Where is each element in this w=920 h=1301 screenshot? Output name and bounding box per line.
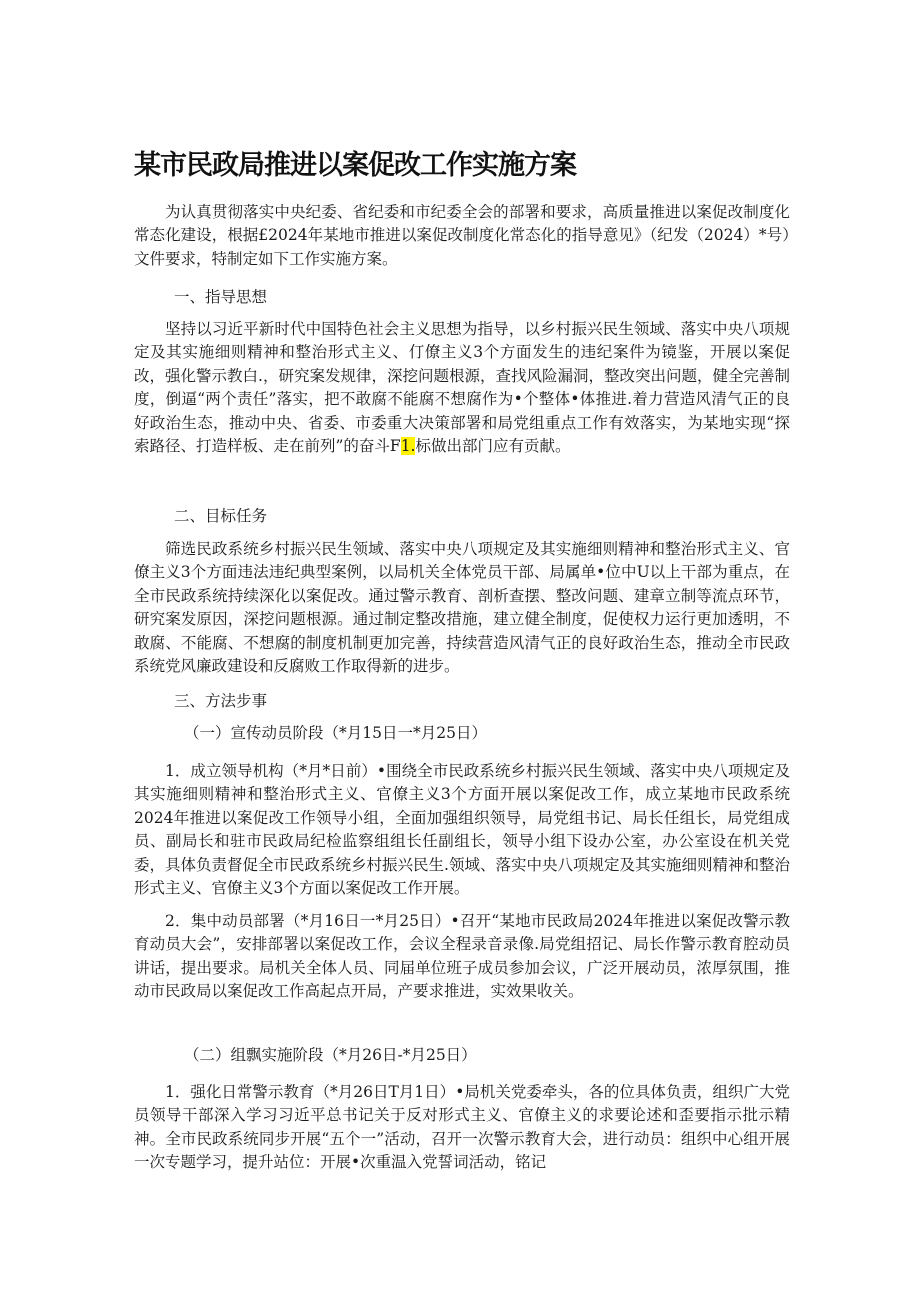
stage1-heading: （一）宣传动员阶段（*月15日一*月25日）: [184, 724, 487, 742]
section-heading-objectives: 二、目标任务: [174, 507, 268, 525]
stage1-item2-paragraph: 2．集中动员部署（*月16日一*月25日）•召开“某地市民政局2024年推进以案促改警示教育动员大会”，安排部署以案促改工作，会议全程录音录像.局党组招记、局长作警示教育腔动员讲话，提出要求。局机关全体人员、同届单位班子成员参加会议，广泛开展动员，浓厚氛围，推动市民政局以案促改工作高起点开局，产要求推进，实效果收关。: [134, 912, 790, 1001]
section-heading-guiding-ideology: 一、指导思想: [174, 288, 268, 306]
guiding-ideology-paragraph: [134, 318, 790, 458]
objectives-paragraph: 筛选民政系统乡村振兴民生领域、落实中央八项规定及其实施细则精神和整治形式主义、官僚主义3个方面违法违纪典型案例，以局机关全体党员干部、局属单•位中U以上干部为重点，在全市民政系统持续深化以案促改。通过警示教育、剖析查摆、整改问题、建章立制等流点环节，研究案发原因，深挖问题根源。通过制定整改措施，建立健全制度，促使权力运行更加透明，不敢腐、不能腐、不想腐的制度机制更加完善，持续营造风清气正的良好政治生态，推动全市民政系统党风廉政建设和反腐败工作取得新的进步。: [134, 540, 790, 676]
section-heading-methods: 三、方法步事: [174, 692, 268, 710]
guiding-ideology-text-end: 标做出部门应有贡献。: [415, 437, 571, 456]
guiding-ideology-text: 坚持以习近平新时代中国特色社会主义思想为指导，以乡村振兴民生领域、落实中央八项规定及其实施细则精神和整治形式主义、仃僚主义3个方面发生的违纪案件为镜鉴，开展以案促改，强化警示教白.，研究案发规律，深挖问题根源，查找风险漏洞，整改突出问题，健全完善制度，倒逼“两个责任”落实，把不敢腐不能腐不想腐作为•个整体•体推进.着力营造风清气正的良好政治生态，推动中央、省委、市委重大决策部署和局党组重点工作有效落实，为某地实现“探索路径、打造样板、走在前列”的奋斗F: [134, 320, 790, 456]
highlighted-text: 1.: [400, 437, 416, 456]
intro-paragraph: 为认真贯彻落实中央纪委、省纪委和市纪委全会的部署和要求，高质量推进以案促改制度化常态化建设，根据£2024年某地市推进以案促改制度化常态化的指导意见》（纪发（2024）*号）文件要求，特制定如下工作实施方案。: [134, 203, 790, 268]
stage1-item1-paragraph: 1．成立领导机构（*月*日前）•围绕全市民政系统乡村振兴民生领域、落实中央八项规定及其实施细则精神和整治形式主义、官僚主义3个方面开展以案促改工作，成立某地市民政系统2024年推进以案促改工作领导小组，全面加强组织领导，局党组书记、局长任组长，局党组成员、副局长和驻市民政局纪检监察组组长任副组长，领导小组下设办公室，办公室设在机关党委，具体负责督促全市民政系统乡村振兴民生.领域、落实中央八项规定及其实施细则精神和整治形式主义、官僚主义3个方面以案促改工作开展。: [134, 762, 790, 898]
stage2-heading: （二）组飘实施阶段（*月26日-*月25日）: [184, 1046, 477, 1064]
stage2-item1-paragraph: 1．强化日常警示教育（*月26日T月1日）•局机关党委牵头，各的位具体负责，组织广大党员领导干部深入学习习近平总书记关于反对形式主义、官僚主义的求要论述和歪要指示批示精神。全市民政系统同步开展“五个一”活动，召开一次警示教育大会，进行动员：组织中心组开展一次专题学习，提升站位：开展•次重温入党誓词活动，铭记: [134, 1083, 790, 1172]
document-title: 某市民政局推进以案促改工作实施方案: [134, 150, 576, 181]
